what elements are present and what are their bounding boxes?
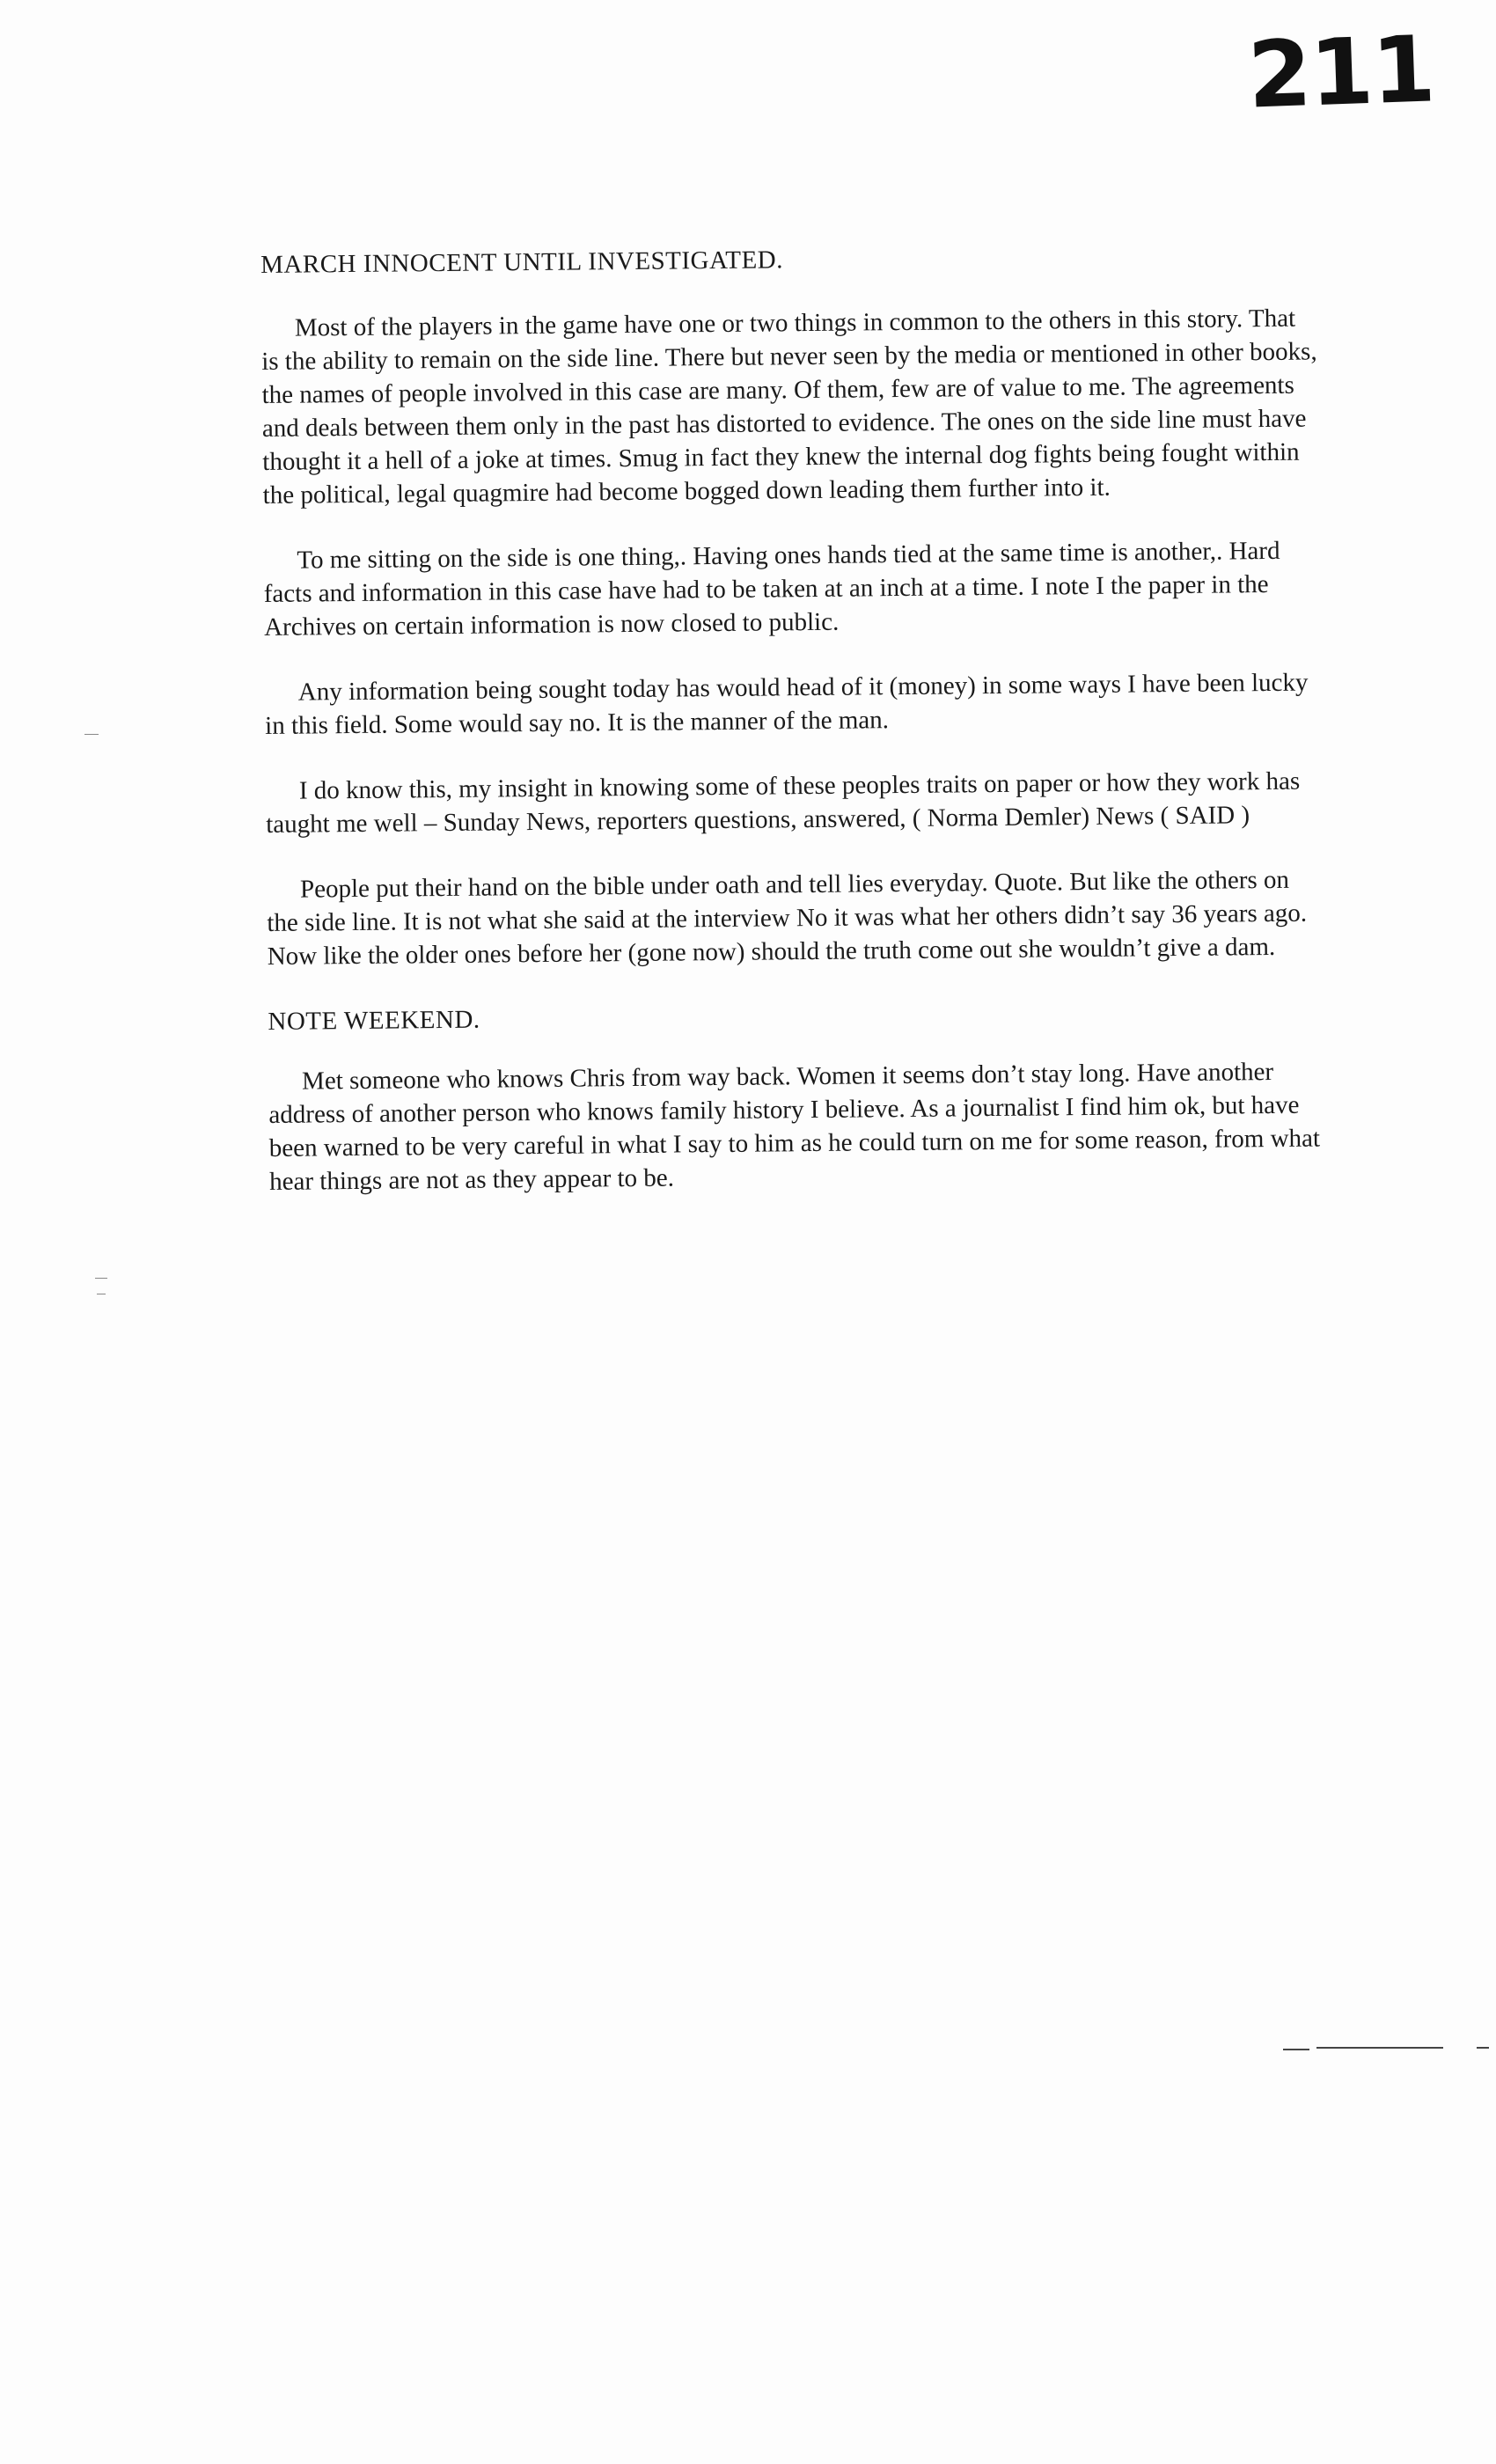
paragraph: To me sitting on the side is one thing,. Having ones hands tied at the same time is another,. Hard facts and information in this case have had to be taken at an inch at a time. I note I the paper in the Archives on certain information is now closed to public. [263,536,1280,642]
closing-paragraph: Met someone who knows Chris from way back. Women it seems don’t stay long. Have another address of another person who knows family history I believe. As a journalist I find him ok, but have been warned to be very careful in what I say to him as he could turn on me for some reason, from what hear things are not as they appear to be. [268,1057,1321,1196]
margin-mark [84,734,99,735]
margin-mark [95,1278,107,1279]
section-heading: NOTE WEEKEND. [268,1005,480,1036]
paragraph: Any information being sought today has would head of it (money) in some ways I have been lucky in this field. Some would say no. It is the manner of the man. [265,668,1309,740]
document-heading: MARCH INNOCENT UNTIL INVESTIGATED. [260,246,784,279]
paragraph: I do know this, my insight in knowing some of these peoples traits on paper or how they work has taught me well – Sunday News, reporters questions, answered, ( Norma Demler) News ( SAID ) [266,766,1301,839]
paragraph: Most of the players in the game have one or two things in common to the others in this story. That is the ability to remain on the side line. There but never seen by the media or mentioned in other books, the names of people involved in this case are many. Of them, few are of value to me. The agreements and deals between them only in the past has distorted to evidence. The ones on the side line must have thought it a hell of a joke at times. Smug in fact they knew the internal dog fights being fought within the political, legal quagmire had become bogged down leading them further into it. [261,304,1317,510]
page-number: 211 [1245,15,1436,129]
scan-artifact-line [1316,2047,1443,2049]
paragraph: People put their hand on the bible under oath and tell lies everyday. Quote. But like the others on the side line. It is not what she said at the interview No it was what her others didn’t say 36 years ago. Now like the older ones before her (gone now) should the truth come out she wouldn’t give a dam. [267,865,1308,971]
document-body [260,238,1326,1229]
scan-artifact-line [1477,2047,1489,2049]
scan-artifact-line [1283,2049,1309,2050]
